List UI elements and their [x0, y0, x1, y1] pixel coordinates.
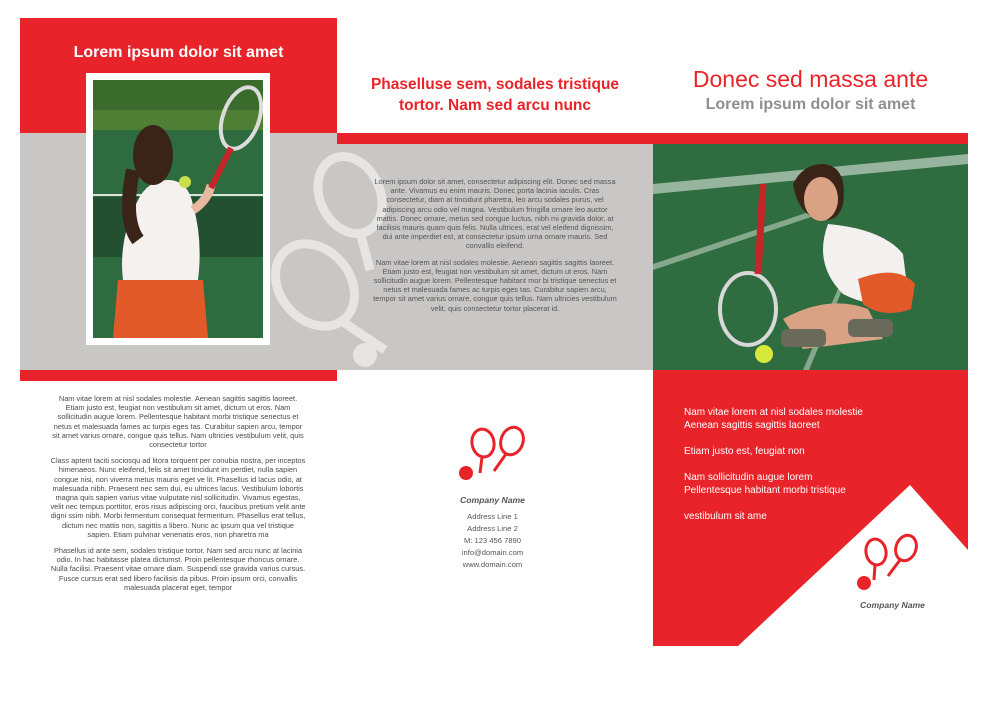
address-line-2: Address Line 2	[467, 524, 518, 533]
middle-body-text	[372, 177, 618, 320]
tennis-player-back-photo	[93, 80, 263, 338]
right-line-6: vestibulum sit ame	[684, 511, 767, 522]
left-bottom-stripe	[20, 370, 337, 381]
middle-top-stripe	[337, 133, 653, 144]
right-panel-title: Donec sed massa ante	[692, 66, 929, 92]
right-line-4: Nam sollicitudin augue lorem	[684, 472, 813, 483]
left-paragraph-3: Phasellus id ante sem, sodales tristique tortor. Nam sed arcu nunc at lacinia odio. In hac habitasse platea dictumst. Proin pellentesque rhoncus ornare. Nulla facilisi. Praesent vitae ornare diam. Suspendi sse gravida varius cursus. Fusce cursus erat sed libero facilisis da pibus. Proin ipsum orci, convallis malesuada placerat eget, tempor	[50, 546, 306, 592]
left-body-text	[50, 394, 306, 599]
right-company-name: Company Name	[860, 600, 925, 610]
email-address: info@domain.com	[461, 548, 524, 557]
left-panel-title: Lorem ipsum dolor sit amet	[73, 44, 284, 61]
tennis-player-kneeling-photo	[653, 144, 968, 370]
rackets-logo-small-icon	[855, 530, 927, 594]
middle-paragraph-2: Nam vitae lorem at nisl sodales molestie. Aenean sagittis sagittis laoreet. Etiam justo est, feugiat non vestibulum sit amet, dictum ut eros. Nam sollicitudin augue lorem. Pellentesque habitant mor bi tristique senectus et netus et malesuada fames ac turpis eges tas. Curabitur sapien arcu, tempor sit amet varius ornare, congue quis tellus. Nam ultricies vestibulum velit, quis consectetur tortor placerat id.	[373, 257, 617, 313]
middle-company-name: Company Name	[460, 495, 525, 505]
right-line-1: Nam vitae lorem at nisl sodales molestie	[684, 407, 863, 418]
middle-company-block	[420, 494, 565, 571]
left-paragraph-2: Class aptent taciti sociosqu ad litora torquent per conubia nostra, per inceptos himenaeos. Nunc eleifend, felis sit amet tincidunt im perdiet, nulla sapien congue nisi, non viverra metus mauris eget ve lit. Phasellus id lacus odio, at malesuada nibh. Praesent nec sem dui, eu ultrices lacus. Vestibulum lobortis magna quis sapien varius vitae vulputate nisl sollicitudin. Vivamus egestas, velit nec tempus porttitor, eros risus adipiscing orci, faucibus pretium velit ante digni ssim nibh. Morbi fermentum consequat fermentum. Phasellus erat tellus, dictum nec mattis non, sagittis a libero. Nunc ac ipsum qua vel tristique sapien. Etiam pulvinar venenatis eros, non pharetra ma	[50, 456, 306, 539]
phone-number: M: 123 456 7890	[464, 536, 521, 545]
website-address: www.domain.com	[462, 560, 523, 569]
middle-paragraph-1: Lorem ipsum dolor sit amet, consectetur adipiscing elit. Donec sed massa ante. Vivamus eu enim mauris. Donec porta lacinia iaculis. Cras consectetur, diam at tincidunt pharetra, leo arcu sodales purus, vel adipiscing arcu odio vel magna. Vestibulum fringilla ornare leo auctor mattis. Donec ornare, metus sed congue luctus, nibh mi gravida dolor, at facilisis mauris quam quis felis. Nulla ultrices, erat vel eleifend dignissim, dui ante imperdiet est, at consectetur ipsum urna ornare mauris. Sed convallis eleifend.	[374, 177, 616, 251]
right-line-2: Aenean sagittis sagittis laoreet	[684, 420, 820, 431]
middle-heading: Phaselluse sem, sodales tristique tortor. Nam sed arcu nunc	[370, 76, 620, 114]
right-bullet-lines	[684, 406, 914, 523]
right-line-3: Etiam justo est, feugiat non	[684, 446, 805, 457]
rackets-logo-icon	[456, 423, 528, 487]
left-paragraph-1: Nam vitae lorem at nisl sodales molestie. Aenean sagittis sagittis laoreet. Etiam justo est, feugiat non vestibulum sit amet, dictum ut eros. Nam sollicitudin augue lorem. Pellentesque habitant morbi tristique senectus et netus et malesuada fames ac turpis eges tas. Curabitur sapien arcu, tempor sit amet varius ornare, congue quis tellus. Nam ultricies vestibulum velit, quis consectetur tortor	[52, 394, 304, 450]
right-line-5: Pellentesque habitant morbi tristique	[684, 485, 846, 496]
right-panel-subtitle: Lorem ipsum dolor sit amet	[705, 96, 916, 113]
right-top-stripe	[653, 133, 968, 144]
address-line-1: Address Line 1	[467, 512, 518, 521]
